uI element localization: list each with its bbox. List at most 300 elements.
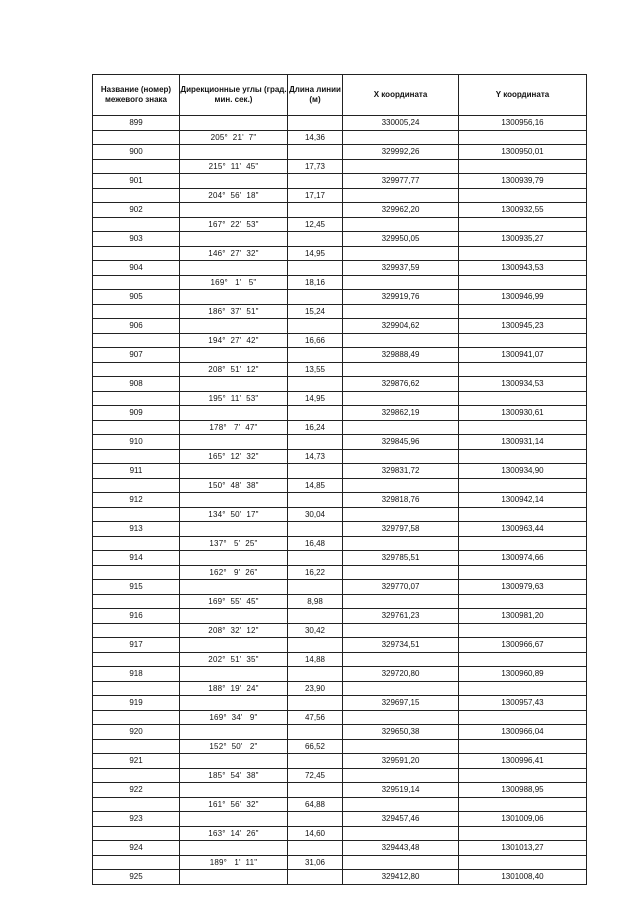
segment-row	[93, 856, 587, 870]
y-coordinate-cell: 1301008,40	[459, 870, 587, 885]
angle-empty-cell	[180, 870, 288, 885]
x-coordinate-cell: 329650,38	[343, 725, 459, 740]
angle-empty-cell	[180, 638, 288, 653]
segment-row	[93, 566, 587, 580]
segment-y-empty-cell	[459, 769, 587, 783]
segment-row	[93, 740, 587, 754]
point-name-cell: 900	[93, 145, 180, 160]
length-empty-cell	[288, 841, 343, 856]
direction-angle-cell: 188° 19' 24"	[180, 682, 288, 696]
direction-angle-cell: 150° 48' 38"	[180, 479, 288, 493]
segment-name-empty-cell	[93, 305, 180, 319]
line-length-cell: 15,24	[288, 305, 343, 319]
length-empty-cell	[288, 203, 343, 218]
x-coordinate-cell: 329697,15	[343, 696, 459, 711]
angle-empty-cell	[180, 667, 288, 682]
y-coordinate-cell: 1300934,90	[459, 464, 587, 479]
angle-empty-cell	[180, 783, 288, 798]
segment-row	[93, 769, 587, 783]
line-length-cell: 8,98	[288, 595, 343, 609]
direction-angle-cell: 205° 21' 7"	[180, 131, 288, 145]
segment-x-empty-cell	[343, 421, 459, 435]
segment-name-empty-cell	[93, 508, 180, 522]
length-empty-cell	[288, 696, 343, 711]
segment-x-empty-cell	[343, 711, 459, 725]
y-coordinate-cell: 1300941,07	[459, 348, 587, 363]
x-coordinate-cell: 329962,20	[343, 203, 459, 218]
segment-x-empty-cell	[343, 508, 459, 522]
point-name-cell: 902	[93, 203, 180, 218]
segment-x-empty-cell	[343, 653, 459, 667]
point-name-cell: 919	[93, 696, 180, 711]
point-name-cell: 925	[93, 870, 180, 885]
x-coordinate-cell: 330005,24	[343, 116, 459, 131]
segment-y-empty-cell	[459, 276, 587, 290]
y-coordinate-cell: 1300988,95	[459, 783, 587, 798]
point-row	[93, 145, 587, 160]
angle-empty-cell	[180, 696, 288, 711]
point-name-cell: 908	[93, 377, 180, 392]
y-coordinate-cell: 1300935,27	[459, 232, 587, 247]
point-name-cell: 903	[93, 232, 180, 247]
y-coordinate-cell: 1300963,44	[459, 522, 587, 537]
segment-x-empty-cell	[343, 769, 459, 783]
segment-name-empty-cell	[93, 363, 180, 377]
angle-empty-cell	[180, 812, 288, 827]
segment-name-empty-cell	[93, 218, 180, 232]
segment-row	[93, 160, 587, 174]
segment-x-empty-cell	[343, 305, 459, 319]
line-length-cell: 14,95	[288, 247, 343, 261]
point-row	[93, 870, 587, 885]
angle-empty-cell	[180, 145, 288, 160]
point-row	[93, 522, 587, 537]
segment-y-empty-cell	[459, 537, 587, 551]
angle-empty-cell	[180, 377, 288, 392]
angle-empty-cell	[180, 580, 288, 595]
x-coordinate-cell: 329519,14	[343, 783, 459, 798]
angle-empty-cell	[180, 435, 288, 450]
segment-y-empty-cell	[459, 682, 587, 696]
angle-empty-cell	[180, 348, 288, 363]
x-coordinate-cell: 329950,05	[343, 232, 459, 247]
line-length-cell: 14,60	[288, 827, 343, 841]
direction-angle-cell: 161° 56' 32"	[180, 798, 288, 812]
segment-name-empty-cell	[93, 421, 180, 435]
length-empty-cell	[288, 145, 343, 160]
angle-empty-cell	[180, 493, 288, 508]
segment-row	[93, 131, 587, 145]
segment-y-empty-cell	[459, 798, 587, 812]
line-length-cell: 23,90	[288, 682, 343, 696]
y-coordinate-cell: 1300960,89	[459, 667, 587, 682]
x-coordinate-cell: 329831,72	[343, 464, 459, 479]
direction-angle-cell: 185° 54' 38"	[180, 769, 288, 783]
segment-x-empty-cell	[343, 450, 459, 464]
length-empty-cell	[288, 522, 343, 537]
segment-x-empty-cell	[343, 479, 459, 493]
x-coordinate-cell: 329785,51	[343, 551, 459, 566]
point-name-cell: 911	[93, 464, 180, 479]
line-length-cell: 14,85	[288, 479, 343, 493]
point-row	[93, 725, 587, 740]
point-row	[93, 348, 587, 363]
angle-empty-cell	[180, 725, 288, 740]
segment-y-empty-cell	[459, 218, 587, 232]
y-coordinate-cell: 1300979,63	[459, 580, 587, 595]
segment-row	[93, 595, 587, 609]
y-coordinate-cell: 1300966,04	[459, 725, 587, 740]
segment-y-empty-cell	[459, 508, 587, 522]
line-length-cell: 16,24	[288, 421, 343, 435]
segment-row	[93, 334, 587, 348]
point-row	[93, 696, 587, 711]
length-empty-cell	[288, 464, 343, 479]
x-coordinate-cell: 329412,80	[343, 870, 459, 885]
length-empty-cell	[288, 754, 343, 769]
segment-y-empty-cell	[459, 740, 587, 754]
segment-x-empty-cell	[343, 856, 459, 870]
segment-y-empty-cell	[459, 450, 587, 464]
segment-name-empty-cell	[93, 160, 180, 174]
segment-x-empty-cell	[343, 624, 459, 638]
y-coordinate-cell: 1300931,14	[459, 435, 587, 450]
point-row	[93, 377, 587, 392]
length-empty-cell	[288, 377, 343, 392]
segment-row	[93, 305, 587, 319]
direction-angle-cell: 189° 1' 11"	[180, 856, 288, 870]
y-coordinate-cell: 1300939,79	[459, 174, 587, 189]
direction-angle-cell: 169° 34' 9"	[180, 711, 288, 725]
segment-x-empty-cell	[343, 566, 459, 580]
x-coordinate-cell: 329977,77	[343, 174, 459, 189]
segment-row	[93, 363, 587, 377]
segment-name-empty-cell	[93, 131, 180, 145]
x-coordinate-cell: 329797,58	[343, 522, 459, 537]
point-row	[93, 319, 587, 334]
angle-empty-cell	[180, 174, 288, 189]
segment-y-empty-cell	[459, 653, 587, 667]
boundary-coordinates-sheet	[92, 74, 586, 885]
x-coordinate-cell: 329770,07	[343, 580, 459, 595]
segment-y-empty-cell	[459, 595, 587, 609]
angle-empty-cell	[180, 203, 288, 218]
point-name-cell: 907	[93, 348, 180, 363]
point-row	[93, 464, 587, 479]
angle-empty-cell	[180, 319, 288, 334]
length-empty-cell	[288, 290, 343, 305]
segment-y-empty-cell	[459, 131, 587, 145]
segment-x-empty-cell	[343, 218, 459, 232]
segment-x-empty-cell	[343, 334, 459, 348]
boundary-coordinates-table	[92, 74, 587, 885]
line-length-cell: 47,56	[288, 711, 343, 725]
header-point-name: Название (номер) межевого знака	[93, 75, 180, 116]
segment-name-empty-cell	[93, 276, 180, 290]
direction-angle-cell: 202° 51' 35"	[180, 653, 288, 667]
x-coordinate-cell: 329443,48	[343, 841, 459, 856]
angle-empty-cell	[180, 261, 288, 276]
y-coordinate-cell: 1300932,55	[459, 203, 587, 218]
point-name-cell: 910	[93, 435, 180, 450]
segment-y-empty-cell	[459, 711, 587, 725]
x-coordinate-cell: 329992,26	[343, 145, 459, 160]
segment-x-empty-cell	[343, 189, 459, 203]
segment-x-empty-cell	[343, 363, 459, 377]
line-length-cell: 72,45	[288, 769, 343, 783]
direction-angle-cell: 152° 50' 2"	[180, 740, 288, 754]
angle-empty-cell	[180, 290, 288, 305]
line-length-cell: 64,88	[288, 798, 343, 812]
segment-y-empty-cell	[459, 392, 587, 406]
angle-empty-cell	[180, 754, 288, 769]
point-name-cell: 916	[93, 609, 180, 624]
segment-y-empty-cell	[459, 189, 587, 203]
point-name-cell: 923	[93, 812, 180, 827]
angle-empty-cell	[180, 522, 288, 537]
segment-name-empty-cell	[93, 624, 180, 638]
segment-x-empty-cell	[343, 595, 459, 609]
segment-name-empty-cell	[93, 479, 180, 493]
segment-y-empty-cell	[459, 421, 587, 435]
x-coordinate-cell: 329919,76	[343, 290, 459, 305]
segment-row	[93, 189, 587, 203]
segment-row	[93, 392, 587, 406]
point-row	[93, 551, 587, 566]
line-length-cell: 17,17	[288, 189, 343, 203]
length-empty-cell	[288, 261, 343, 276]
segment-row	[93, 711, 587, 725]
point-row	[93, 580, 587, 595]
segment-y-empty-cell	[459, 827, 587, 841]
length-empty-cell	[288, 580, 343, 595]
y-coordinate-cell: 1300957,43	[459, 696, 587, 711]
length-empty-cell	[288, 609, 343, 624]
length-empty-cell	[288, 319, 343, 334]
line-length-cell: 12,45	[288, 218, 343, 232]
segment-x-empty-cell	[343, 740, 459, 754]
direction-angle-cell: 208° 32' 12"	[180, 624, 288, 638]
point-name-cell: 918	[93, 667, 180, 682]
segment-name-empty-cell	[93, 247, 180, 261]
y-coordinate-cell: 1300946,99	[459, 290, 587, 305]
point-row	[93, 667, 587, 682]
segment-row	[93, 247, 587, 261]
point-row	[93, 435, 587, 450]
line-length-cell: 13,55	[288, 363, 343, 377]
segment-row	[93, 798, 587, 812]
point-row	[93, 261, 587, 276]
y-coordinate-cell: 1300996,41	[459, 754, 587, 769]
segment-x-empty-cell	[343, 247, 459, 261]
point-row	[93, 841, 587, 856]
angle-empty-cell	[180, 116, 288, 131]
segment-row	[93, 218, 587, 232]
segment-y-empty-cell	[459, 566, 587, 580]
length-empty-cell	[288, 725, 343, 740]
point-name-cell: 899	[93, 116, 180, 131]
line-length-cell: 30,04	[288, 508, 343, 522]
segment-name-empty-cell	[93, 334, 180, 348]
table-body	[93, 116, 587, 885]
direction-angle-cell: 194° 27' 42"	[180, 334, 288, 348]
x-coordinate-cell: 329720,80	[343, 667, 459, 682]
length-empty-cell	[288, 232, 343, 247]
point-row	[93, 406, 587, 421]
direction-angle-cell: 215° 11' 45"	[180, 160, 288, 174]
point-row	[93, 174, 587, 189]
angle-empty-cell	[180, 232, 288, 247]
line-length-cell: 66,52	[288, 740, 343, 754]
point-name-cell: 922	[93, 783, 180, 798]
point-name-cell: 905	[93, 290, 180, 305]
point-name-cell: 921	[93, 754, 180, 769]
segment-y-empty-cell	[459, 363, 587, 377]
y-coordinate-cell: 1300950,01	[459, 145, 587, 160]
direction-angle-cell: 178° 7' 47"	[180, 421, 288, 435]
point-row	[93, 290, 587, 305]
direction-angle-cell: 208° 51' 12"	[180, 363, 288, 377]
angle-empty-cell	[180, 551, 288, 566]
angle-empty-cell	[180, 464, 288, 479]
segment-name-empty-cell	[93, 798, 180, 812]
segment-row	[93, 537, 587, 551]
length-empty-cell	[288, 435, 343, 450]
segment-name-empty-cell	[93, 827, 180, 841]
segment-name-empty-cell	[93, 595, 180, 609]
line-length-cell: 14,73	[288, 450, 343, 464]
line-length-cell: 30,42	[288, 624, 343, 638]
point-row	[93, 493, 587, 508]
segment-name-empty-cell	[93, 189, 180, 203]
segment-name-empty-cell	[93, 711, 180, 725]
direction-angle-cell: 146° 27' 32"	[180, 247, 288, 261]
segment-name-empty-cell	[93, 653, 180, 667]
segment-y-empty-cell	[459, 479, 587, 493]
x-coordinate-cell: 329734,51	[343, 638, 459, 653]
x-coordinate-cell: 329457,46	[343, 812, 459, 827]
y-coordinate-cell: 1300942,14	[459, 493, 587, 508]
line-length-cell: 31,06	[288, 856, 343, 870]
angle-empty-cell	[180, 406, 288, 421]
y-coordinate-cell: 1301009,06	[459, 812, 587, 827]
header-y-coordinate: Y координата	[459, 75, 587, 116]
x-coordinate-cell: 329904,62	[343, 319, 459, 334]
table-header-row	[93, 75, 587, 116]
length-empty-cell	[288, 870, 343, 885]
segment-row	[93, 421, 587, 435]
segment-name-empty-cell	[93, 682, 180, 696]
y-coordinate-cell: 1301013,27	[459, 841, 587, 856]
point-name-cell: 924	[93, 841, 180, 856]
segment-y-empty-cell	[459, 334, 587, 348]
segment-row	[93, 624, 587, 638]
line-length-cell: 18,16	[288, 276, 343, 290]
segment-x-empty-cell	[343, 160, 459, 174]
point-name-cell: 913	[93, 522, 180, 537]
x-coordinate-cell: 329818,76	[343, 493, 459, 508]
direction-angle-cell: 186° 37' 51"	[180, 305, 288, 319]
line-length-cell: 14,36	[288, 131, 343, 145]
line-length-cell: 17,73	[288, 160, 343, 174]
x-coordinate-cell: 329591,20	[343, 754, 459, 769]
direction-angle-cell: 167° 22' 53"	[180, 218, 288, 232]
x-coordinate-cell: 329761,23	[343, 609, 459, 624]
point-row	[93, 812, 587, 827]
point-name-cell: 906	[93, 319, 180, 334]
line-length-cell: 14,88	[288, 653, 343, 667]
x-coordinate-cell: 329862,19	[343, 406, 459, 421]
point-name-cell: 901	[93, 174, 180, 189]
length-empty-cell	[288, 174, 343, 189]
point-row	[93, 638, 587, 653]
segment-row	[93, 276, 587, 290]
segment-x-empty-cell	[343, 682, 459, 696]
point-name-cell: 917	[93, 638, 180, 653]
segment-x-empty-cell	[343, 798, 459, 812]
segment-x-empty-cell	[343, 392, 459, 406]
segment-y-empty-cell	[459, 160, 587, 174]
segment-y-empty-cell	[459, 624, 587, 638]
segment-y-empty-cell	[459, 247, 587, 261]
length-empty-cell	[288, 348, 343, 363]
line-length-cell: 16,48	[288, 537, 343, 551]
direction-angle-cell: 204° 56' 18"	[180, 189, 288, 203]
segment-name-empty-cell	[93, 537, 180, 551]
point-row	[93, 116, 587, 131]
y-coordinate-cell: 1300934,53	[459, 377, 587, 392]
segment-row	[93, 682, 587, 696]
length-empty-cell	[288, 783, 343, 798]
length-empty-cell	[288, 493, 343, 508]
header-direction-angle: Дирекционные углы (град. мин. сек.)	[180, 75, 288, 116]
point-name-cell: 920	[93, 725, 180, 740]
point-row	[93, 203, 587, 218]
line-length-cell: 14,95	[288, 392, 343, 406]
length-empty-cell	[288, 116, 343, 131]
point-row	[93, 754, 587, 769]
length-empty-cell	[288, 638, 343, 653]
segment-x-empty-cell	[343, 827, 459, 841]
length-empty-cell	[288, 812, 343, 827]
direction-angle-cell: 137° 5' 25"	[180, 537, 288, 551]
direction-angle-cell: 165° 12' 32"	[180, 450, 288, 464]
segment-name-empty-cell	[93, 450, 180, 464]
point-row	[93, 783, 587, 798]
segment-name-empty-cell	[93, 856, 180, 870]
segment-x-empty-cell	[343, 131, 459, 145]
y-coordinate-cell: 1300981,20	[459, 609, 587, 624]
angle-empty-cell	[180, 609, 288, 624]
segment-y-empty-cell	[459, 856, 587, 870]
segment-name-empty-cell	[93, 769, 180, 783]
point-name-cell: 914	[93, 551, 180, 566]
segment-row	[93, 479, 587, 493]
line-length-cell: 16,22	[288, 566, 343, 580]
y-coordinate-cell: 1300930,61	[459, 406, 587, 421]
y-coordinate-cell: 1300956,16	[459, 116, 587, 131]
point-name-cell: 909	[93, 406, 180, 421]
direction-angle-cell: 162° 9' 26"	[180, 566, 288, 580]
segment-name-empty-cell	[93, 740, 180, 754]
segment-x-empty-cell	[343, 537, 459, 551]
point-name-cell: 915	[93, 580, 180, 595]
y-coordinate-cell: 1300974,66	[459, 551, 587, 566]
direction-angle-cell: 134° 50' 17"	[180, 508, 288, 522]
direction-angle-cell: 169° 55' 45"	[180, 595, 288, 609]
point-row	[93, 609, 587, 624]
segment-y-empty-cell	[459, 305, 587, 319]
